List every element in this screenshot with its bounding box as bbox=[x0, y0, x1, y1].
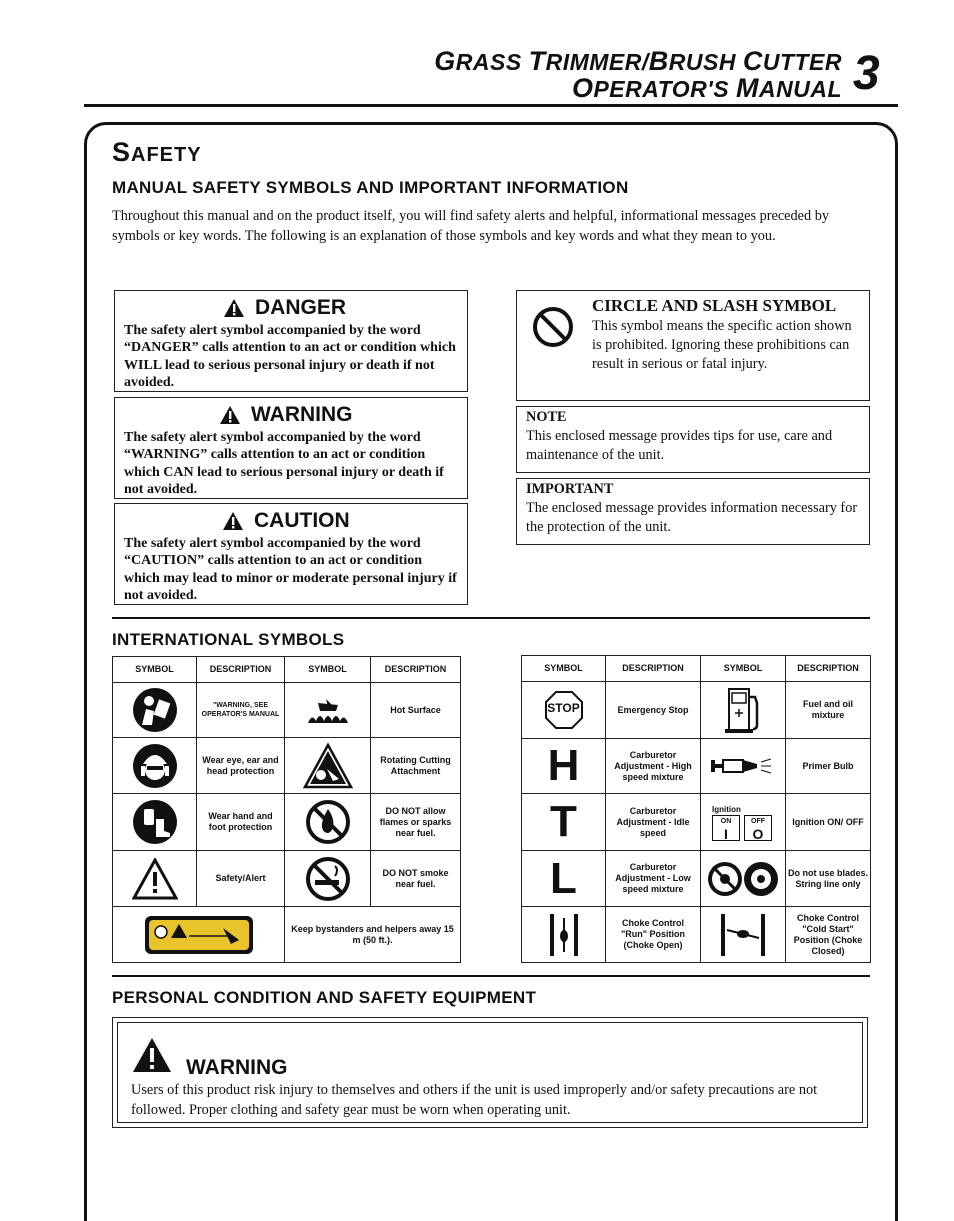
intl-desc: Wear eye, ear and head protection bbox=[197, 738, 285, 794]
note-body: This enclosed message provides tips for use, care and maintenance of the unit. bbox=[526, 428, 833, 463]
intl-desc: DO NOT allow flames or sparks near fuel. bbox=[371, 794, 461, 851]
danger-body: The safety alert symbol accompanied by the word “DANGER” calls attention to an act or condition which WILL lead to serious personal injury or death if not avoided. bbox=[124, 323, 456, 390]
circle-slash-body: This symbol means the specific action shown is prohibited. Ignoring these prohibitions can result in serious or fatal injury. bbox=[592, 318, 852, 372]
ignition-off-glyph: O bbox=[752, 825, 764, 842]
caution-title bbox=[222, 509, 350, 533]
ignition-on-glyph: I bbox=[724, 825, 728, 842]
safety-alert-icon bbox=[219, 405, 241, 425]
letter-t-icon: T bbox=[522, 794, 606, 851]
manual-title-line1 bbox=[434, 48, 842, 75]
title-char: T bbox=[528, 46, 546, 76]
important-box bbox=[516, 478, 870, 545]
ignition-on-label: ON bbox=[720, 817, 732, 825]
section-divider bbox=[112, 975, 870, 977]
no-smoking-icon bbox=[285, 851, 371, 907]
intl-desc: Primer Bulb bbox=[786, 739, 871, 794]
caution-box bbox=[114, 503, 468, 605]
warning-title bbox=[219, 403, 353, 427]
col-symbol: SYMBOL bbox=[522, 656, 606, 682]
rotating-blade-icon bbox=[285, 738, 371, 794]
letter-l-icon: L bbox=[522, 851, 606, 907]
intl-desc: Wear hand and foot protection bbox=[197, 794, 285, 851]
no-flame-icon bbox=[285, 794, 371, 851]
hot-surface-icon bbox=[285, 683, 371, 738]
header-rule bbox=[84, 104, 898, 107]
stop-sign-icon bbox=[522, 682, 606, 739]
important-title: IMPORTANT bbox=[526, 481, 614, 497]
manual-title-line2 bbox=[434, 75, 842, 102]
intl-desc: Carburetor Adjustment - Low speed mixture bbox=[606, 851, 701, 907]
danger-label: DANGER bbox=[255, 296, 347, 319]
prohibited-icon bbox=[531, 305, 575, 349]
bystander-distance-icon bbox=[113, 907, 285, 963]
caution-body: The safety alert symbol accompanied by the word “CAUTION” calls attention to an act or condition which may lead to minor or moderate personal injury if not avoided. bbox=[124, 536, 457, 603]
col-symbol: SYMBOL bbox=[113, 657, 197, 683]
warning-body: The safety alert symbol accompanied by the word “WARNING” calls attention to an act or condition which CAN lead to serious personal injury or death if not avoided. bbox=[124, 430, 444, 497]
read-manual-icon bbox=[113, 683, 197, 738]
safety-alert-icon bbox=[113, 851, 197, 907]
title-char: G bbox=[434, 46, 456, 76]
safety-alert-icon bbox=[132, 1037, 172, 1073]
note-title: NOTE bbox=[526, 409, 567, 425]
intl-desc: Choke Control "Run" Position (Choke Open) bbox=[606, 907, 701, 963]
intl-desc: Do not use blades. String line only bbox=[786, 851, 871, 907]
intl-desc: Emergency Stop bbox=[606, 682, 701, 739]
head-protection-icon bbox=[113, 738, 197, 794]
intl-desc: Rotating Cutting Attachment bbox=[371, 738, 461, 794]
fuel-pump-icon bbox=[701, 682, 786, 739]
intl-symbols-table-left bbox=[112, 656, 461, 963]
circle-slash-box bbox=[516, 290, 870, 401]
col-description: DESCRIPTION bbox=[371, 657, 461, 683]
caution-label: CAUTION bbox=[254, 509, 350, 532]
safety-alert-icon bbox=[223, 298, 245, 318]
bystander-desc: Keep bystanders and helpers away 15 m (50 ft.). bbox=[285, 907, 461, 963]
title-char: B bbox=[648, 46, 669, 76]
col-symbol: SYMBOL bbox=[285, 657, 371, 683]
title-char: O bbox=[571, 73, 594, 103]
warning-label: WARNING bbox=[251, 403, 353, 426]
section-title bbox=[112, 137, 202, 168]
ignition-switch-icon bbox=[701, 794, 786, 851]
intl-desc: Carburetor Adjustment - High speed mixture bbox=[606, 739, 701, 794]
col-description: DESCRIPTION bbox=[606, 656, 701, 682]
intl-desc: Fuel and oil mixture bbox=[786, 682, 871, 739]
title-part: ANUAL bbox=[759, 76, 842, 102]
letter-h-icon: H bbox=[522, 739, 606, 794]
col-description: DESCRIPTION bbox=[197, 657, 285, 683]
intl-desc: Carburetor Adjustment - Idle speed bbox=[606, 794, 701, 851]
title-char: C bbox=[742, 46, 763, 76]
circle-slash-title: CIRCLE AND SLASH SYMBOL bbox=[592, 296, 837, 315]
section-title-rest: AFETY bbox=[131, 144, 202, 166]
title-part: RUSH bbox=[668, 49, 743, 75]
title-part: RIMMER/ bbox=[545, 49, 649, 75]
note-box bbox=[516, 406, 870, 473]
section-title-cap: S bbox=[112, 137, 132, 167]
personal-heading: PERSONAL CONDITION AND SAFETY EQUIPMENT bbox=[112, 988, 537, 1007]
title-part: UTTER bbox=[762, 49, 842, 75]
intl-desc: Choke Control "Cold Start" Position (Choke Closed) bbox=[786, 907, 871, 963]
important-body: The enclosed message provides information necessary for the protection of the unit. bbox=[526, 500, 858, 535]
safety-alert-icon bbox=[222, 511, 244, 531]
ignition-label: Ignition bbox=[712, 804, 741, 814]
personal-warning-outer bbox=[112, 1017, 868, 1128]
ignition-on bbox=[712, 815, 740, 841]
danger-title bbox=[223, 296, 346, 320]
manual-title bbox=[434, 48, 842, 102]
international-heading: INTERNATIONAL SYMBOLS bbox=[112, 630, 345, 649]
hand-foot-protection-icon bbox=[113, 794, 197, 851]
section-divider bbox=[112, 617, 870, 619]
title-part: RASS bbox=[455, 49, 529, 75]
choke-open-icon bbox=[522, 907, 606, 963]
col-symbol: SYMBOL bbox=[701, 656, 786, 682]
ignition-off bbox=[744, 815, 772, 841]
title-char: M bbox=[736, 73, 759, 103]
intl-desc: DO NOT smoke near fuel. bbox=[371, 851, 461, 907]
intl-desc: "WARNING, SEE OPERATOR'S MANUAL bbox=[197, 683, 285, 738]
intl-desc: Safety/Alert bbox=[197, 851, 285, 907]
title-part: PERATOR'S bbox=[593, 76, 736, 102]
intro-paragraph: Throughout this manual and on the product itself, you will find safety alerts and helpful, informational messages preceded by symbols or key words. The following is an explanation of those symbols and key words and what they mean to you. bbox=[112, 208, 830, 244]
personal-warning-title: WARNING bbox=[186, 1056, 288, 1079]
ignition-off-label: OFF bbox=[751, 817, 765, 825]
page-number: 3 bbox=[853, 47, 880, 100]
stop-text: STOP bbox=[547, 701, 580, 715]
intl-desc: Hot Surface bbox=[371, 683, 461, 738]
manual-symbols-heading: MANUAL SAFETY SYMBOLS AND IMPORTANT INFORMATION bbox=[112, 178, 629, 197]
personal-warning-body: Users of this product risk injury to themselves and others if the unit is used improperly and/or safety precautions are not followed. Proper clothing and safety gear must be worn when operating unit. bbox=[131, 1082, 818, 1118]
primer-bulb-icon bbox=[701, 739, 786, 794]
warning-box bbox=[114, 397, 468, 499]
intl-symbols-table-right bbox=[521, 655, 871, 963]
intl-desc: Ignition ON/ OFF bbox=[786, 794, 871, 851]
choke-closed-icon bbox=[701, 907, 786, 963]
col-description: DESCRIPTION bbox=[786, 656, 871, 682]
personal-warning-inner bbox=[117, 1022, 863, 1123]
danger-box bbox=[114, 290, 468, 392]
no-blades-icon bbox=[701, 851, 786, 907]
